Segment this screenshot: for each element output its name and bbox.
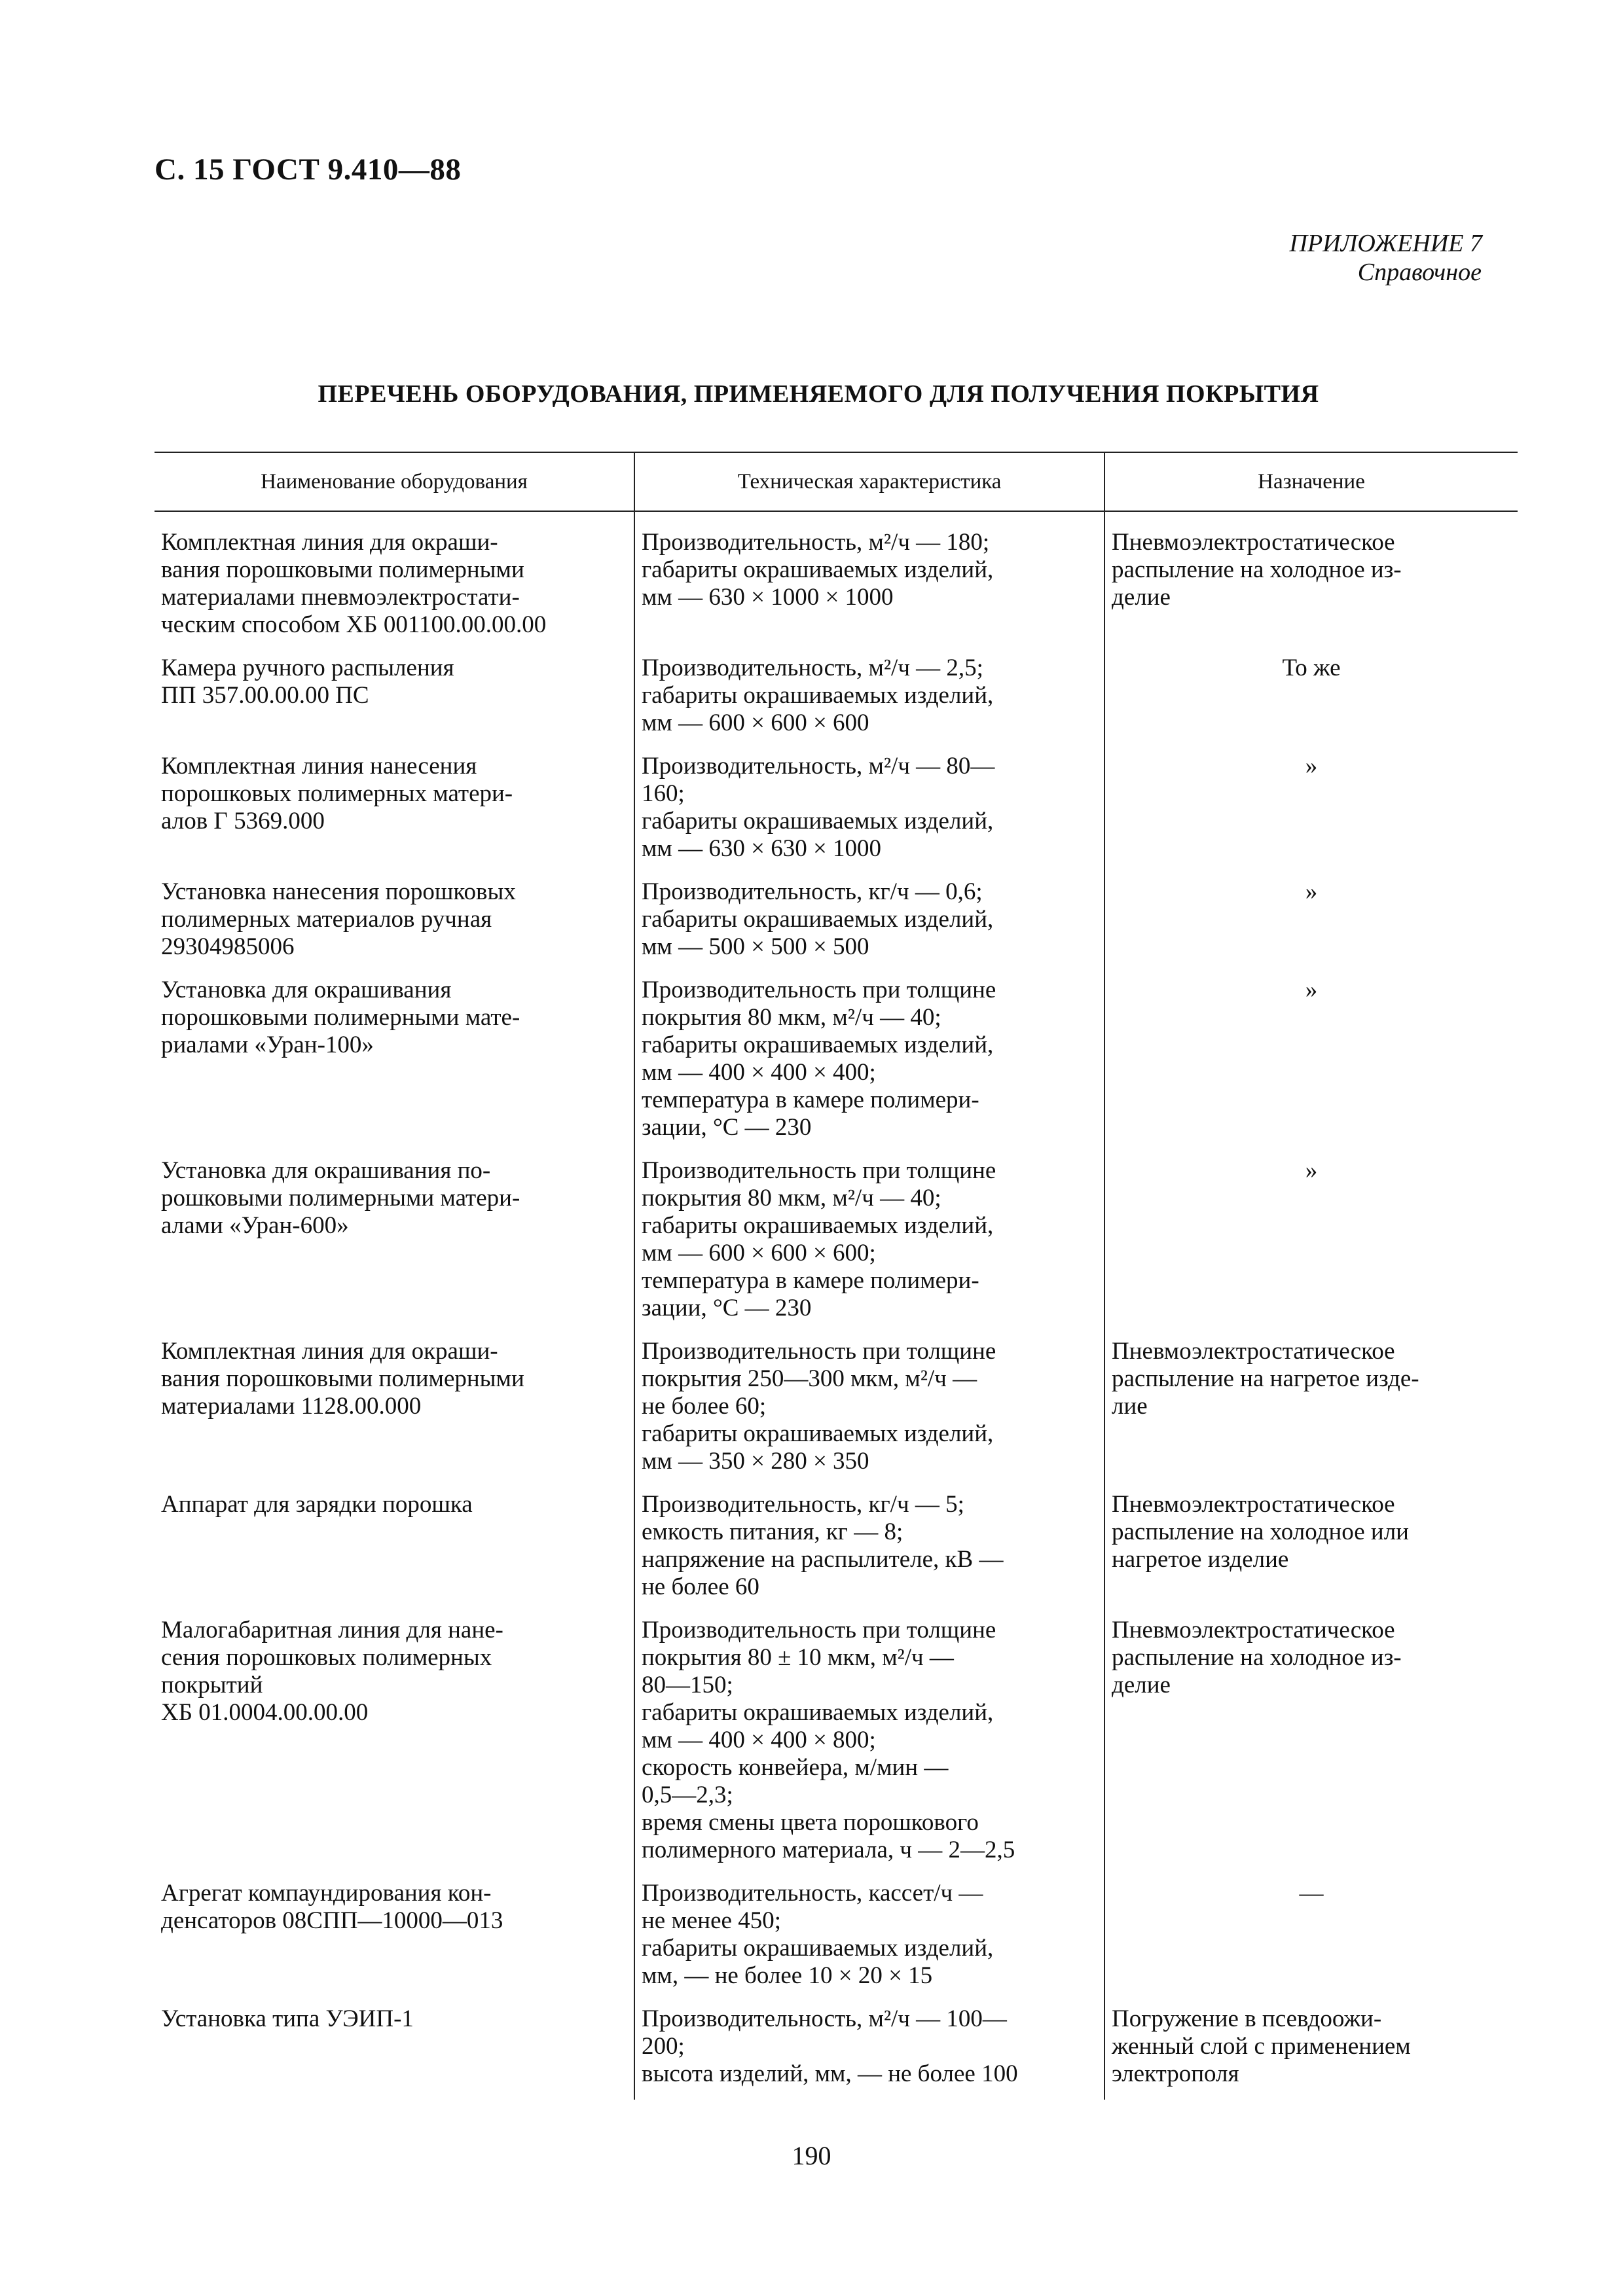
equipment-name-cell: Камера ручного распыления ПП 357.00.00.00 ПС	[161, 655, 454, 709]
table-row	[155, 874, 1518, 973]
purpose-cell: То же	[1104, 651, 1518, 749]
appendix-label	[1233, 229, 1482, 287]
equipment-name-cell: Малогабаритная линия для нане- сения порошковых полимерных покрытий ХБ 01.0004.00.00.00	[161, 1617, 503, 1726]
purpose-cell: »	[1104, 1153, 1518, 1334]
table-row	[155, 651, 1518, 749]
technical-spec-cell: Производительность, кг/ч — 5; емкость питания, кг — 8; напряжение на распылителе, кВ — не более 60	[634, 1487, 1104, 1613]
table-row	[155, 973, 1518, 1153]
purpose-cell: »	[1104, 874, 1518, 973]
equipment-name-cell: Аппарат для зарядки порошка	[161, 1491, 473, 1518]
purpose-cell: Пневмоэлектростатическое распыление на холодное из- делие	[1104, 1613, 1518, 1876]
column-header-name: Наименование оборудования	[155, 452, 634, 511]
technical-spec-cell: Производительность при толщине покрытия 250—300 мкм, м²/ч — не более 60; габариты окрашиваемых изделий, мм — 350 × 280 × 350	[634, 1334, 1104, 1487]
technical-spec-cell: Производительность, м²/ч — 180; габариты окрашиваемых изделий, мм — 630 × 1000 × 1000	[634, 511, 1104, 651]
purpose-cell: —	[1104, 1876, 1518, 2001]
technical-spec-cell: Производительность при толщине покрытия 80 мкм, м²/ч — 40; габариты окрашиваемых изделий, мм — 400 × 400 × 400; температура в камере полимери- зации, °С — 230	[634, 973, 1104, 1153]
equipment-name-cell: Установка нанесения порошковых полимерных материалов ручная 29304985006	[161, 878, 516, 960]
technical-spec-cell: Производительность при толщине покрытия 80 ± 10 мкм, м²/ч — 80—150; габариты окрашиваемых изделий, мм — 400 × 400 × 800; скорость конвейера, м/мин — 0,5—2,3; время смены цвета порошкового полимерного материала, ч — 2—2,5	[634, 1613, 1104, 1876]
technical-spec-cell: Производительность, кг/ч — 0,6; габариты окрашиваемых изделий, мм — 500 × 500 × 500	[634, 874, 1104, 973]
table-row	[155, 1876, 1518, 2001]
equipment-name-cell: Установка типа УЭИП-1	[161, 2005, 414, 2032]
purpose-cell: »	[1104, 973, 1518, 1153]
table-row	[155, 1334, 1518, 1487]
technical-spec-cell: Производительность при толщине покрытия 80 мкм, м²/ч — 40; габариты окрашиваемых изделий, мм — 600 × 600 × 600; температура в камере полимери- зации, °С — 230	[634, 1153, 1104, 1334]
equipment-name-cell: Комплектная линия нанесения порошковых полимерных матери- алов Г 5369.000	[161, 753, 513, 834]
table-body	[155, 511, 1518, 2100]
technical-spec-cell: Производительность, кассет/ч — не менее 450; габариты окрашиваемых изделий, мм, — не более 10 × 20 × 15	[634, 1876, 1104, 2001]
equipment-name-cell: Установка для окрашивания по- рошковыми полимерными матери- алами «Уран-600»	[161, 1157, 520, 1239]
technical-spec-cell: Производительность, м²/ч — 2,5; габариты окрашиваемых изделий, мм — 600 × 600 × 600	[634, 651, 1104, 749]
equipment-name-cell: Агрегат компаундирования кон- денсаторов 08СПП—10000—013	[161, 1880, 503, 1934]
purpose-cell: Пневмоэлектростатическое распыление на нагретое изде- лие	[1104, 1334, 1518, 1487]
table-row	[155, 2001, 1518, 2100]
purpose-cell: Пневмоэлектростатическое распыление на холодное из- делие	[1104, 511, 1518, 651]
appendix-kind: Справочное	[1357, 259, 1482, 286]
table-row	[155, 1153, 1518, 1334]
table-row	[155, 1613, 1518, 1876]
equipment-name-cell: Установка для окрашивания порошковыми полимерными мате- риалами «Уран-100»	[161, 977, 520, 1058]
column-header-spec: Техническая характеристика	[634, 452, 1104, 511]
document-title: ПЕРЕЧЕНЬ ОБОРУДОВАНИЯ, ПРИМЕНЯЕМОГО ДЛЯ ПОЛУЧЕНИЯ ПОКРЫТИЯ	[318, 380, 1319, 408]
purpose-cell: Погружение в псевдоожи- женный слой с применением электрополя	[1104, 2001, 1518, 2100]
table-row	[155, 749, 1518, 874]
appendix-number: ПРИЛОЖЕНИЕ 7	[1289, 230, 1482, 257]
column-header-purpose: Назначение	[1104, 452, 1518, 511]
purpose-cell: Пневмоэлектростатическое распыление на холодное или нагретое изделие	[1104, 1487, 1518, 1613]
equipment-name-cell: Комплектная линия для окраши- вания порошковыми полимерными материалами 1128.00.000	[161, 1338, 524, 1420]
table-row	[155, 1487, 1518, 1613]
equipment-table	[155, 452, 1518, 2100]
equipment-name-cell: Комплектная линия для окраши- вания порошковыми полимерными материалами пневмоэлектростати- ческим способом ХБ 001100.00.00.00	[161, 529, 547, 638]
technical-spec-cell: Производительность, м²/ч — 100— 200; высота изделий, мм, — не более 100	[634, 2001, 1104, 2100]
technical-spec-cell: Производительность, м²/ч — 80— 160; габариты окрашиваемых изделий, мм — 630 × 630 × 1000	[634, 749, 1104, 874]
page-number: 190	[792, 2141, 831, 2170]
purpose-cell: »	[1104, 749, 1518, 874]
table-row	[155, 511, 1518, 651]
page-header: С. 15 ГОСТ 9.410—88	[155, 152, 462, 187]
table-header-row	[155, 452, 1518, 511]
